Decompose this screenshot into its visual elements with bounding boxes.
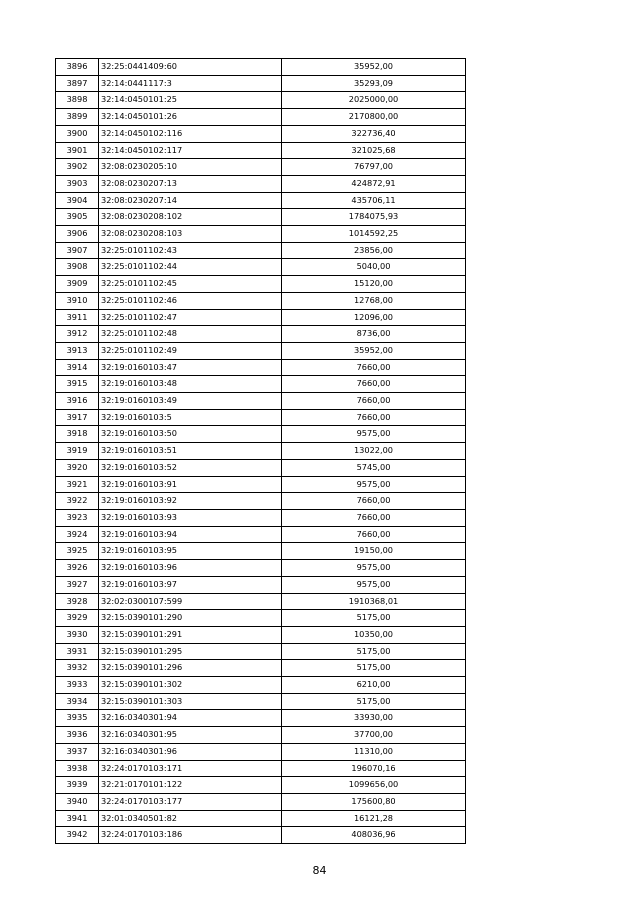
cadastral-number: 32:19:0160103:50 <box>99 426 282 443</box>
table-row <box>56 727 466 744</box>
cadastral-value: 5175,00 <box>282 660 466 677</box>
table-row <box>56 810 466 827</box>
cadastral-value: 7660,00 <box>282 393 466 410</box>
table-row <box>56 309 466 326</box>
cadastral-number: 32:19:0160103:93 <box>99 509 282 526</box>
cadastral-value: 7660,00 <box>282 376 466 393</box>
table-row <box>56 743 466 760</box>
row-number: 3912 <box>56 326 99 343</box>
cadastral-value: 196070,16 <box>282 760 466 777</box>
table-row <box>56 175 466 192</box>
row-number: 3939 <box>56 777 99 794</box>
row-number: 3910 <box>56 292 99 309</box>
table-row <box>56 125 466 142</box>
cadastral-number: 32:15:0390101:302 <box>99 677 282 694</box>
table-row <box>56 476 466 493</box>
cadastral-number: 32:21:0170101:122 <box>99 777 282 794</box>
cadastral-number: 32:25:0101102:43 <box>99 242 282 259</box>
cadastral-value: 8736,00 <box>282 326 466 343</box>
table-row <box>56 610 466 627</box>
cadastral-number: 32:15:0390101:296 <box>99 660 282 677</box>
cadastral-value: 1014592,25 <box>282 226 466 243</box>
cadastral-number: 32:16:0340301:95 <box>99 727 282 744</box>
cadastral-number: 32:02:0300107:599 <box>99 593 282 610</box>
table-row <box>56 626 466 643</box>
cadastral-number: 32:14:0450101:25 <box>99 92 282 109</box>
cadastral-value-table <box>55 58 466 844</box>
cadastral-number: 32:19:0160103:5 <box>99 409 282 426</box>
cadastral-value: 35293,09 <box>282 75 466 92</box>
table-row <box>56 793 466 810</box>
row-number: 3908 <box>56 259 99 276</box>
row-number: 3929 <box>56 610 99 627</box>
table-row <box>56 576 466 593</box>
row-number: 3905 <box>56 209 99 226</box>
cadastral-value: 9575,00 <box>282 576 466 593</box>
row-number: 3924 <box>56 526 99 543</box>
table-row <box>56 543 466 560</box>
table-row <box>56 560 466 577</box>
row-number: 3925 <box>56 543 99 560</box>
table-row <box>56 342 466 359</box>
table-row <box>56 393 466 410</box>
row-number: 3909 <box>56 276 99 293</box>
table-row <box>56 660 466 677</box>
cadastral-value: 7660,00 <box>282 509 466 526</box>
cadastral-value: 5175,00 <box>282 610 466 627</box>
row-number: 3935 <box>56 710 99 727</box>
table-row <box>56 259 466 276</box>
row-number: 3927 <box>56 576 99 593</box>
row-number: 3897 <box>56 75 99 92</box>
row-number: 3901 <box>56 142 99 159</box>
row-number: 3937 <box>56 743 99 760</box>
table-row <box>56 376 466 393</box>
cadastral-value: 9575,00 <box>282 476 466 493</box>
cadastral-number: 32:14:0441117:3 <box>99 75 282 92</box>
table-row <box>56 677 466 694</box>
cadastral-number: 32:25:0441409:60 <box>99 59 282 76</box>
row-number: 3933 <box>56 677 99 694</box>
cadastral-value: 175600,80 <box>282 793 466 810</box>
row-number: 3923 <box>56 509 99 526</box>
table-row <box>56 643 466 660</box>
table-row <box>56 509 466 526</box>
row-number: 3917 <box>56 409 99 426</box>
cadastral-number: 32:24:0170103:177 <box>99 793 282 810</box>
cadastral-number: 32:08:0230208:102 <box>99 209 282 226</box>
table-row <box>56 159 466 176</box>
cadastral-value: 2170800,00 <box>282 109 466 126</box>
table-row <box>56 292 466 309</box>
row-number: 3928 <box>56 593 99 610</box>
cadastral-value: 6210,00 <box>282 677 466 694</box>
row-number: 3941 <box>56 810 99 827</box>
table-row <box>56 75 466 92</box>
row-number: 3896 <box>56 59 99 76</box>
table-row <box>56 209 466 226</box>
row-number: 3907 <box>56 242 99 259</box>
cadastral-number: 32:14:0450101:26 <box>99 109 282 126</box>
table-row <box>56 827 466 844</box>
cadastral-value: 13022,00 <box>282 443 466 460</box>
row-number: 3899 <box>56 109 99 126</box>
cadastral-value: 1099656,00 <box>282 777 466 794</box>
cadastral-value: 11310,00 <box>282 743 466 760</box>
cadastral-value: 7660,00 <box>282 409 466 426</box>
table-row <box>56 710 466 727</box>
row-number: 3913 <box>56 342 99 359</box>
cadastral-number: 32:19:0160103:47 <box>99 359 282 376</box>
row-number: 3911 <box>56 309 99 326</box>
cadastral-value: 33930,00 <box>282 710 466 727</box>
table-row <box>56 59 466 76</box>
page-number: 84 <box>312 864 327 877</box>
row-number: 3898 <box>56 92 99 109</box>
row-number: 3919 <box>56 443 99 460</box>
cadastral-number: 32:19:0160103:97 <box>99 576 282 593</box>
row-number: 3904 <box>56 192 99 209</box>
cadastral-value: 435706,11 <box>282 192 466 209</box>
cadastral-number: 32:19:0160103:48 <box>99 376 282 393</box>
table-row <box>56 409 466 426</box>
row-number: 3932 <box>56 660 99 677</box>
cadastral-number: 32:19:0160103:91 <box>99 476 282 493</box>
cadastral-number: 32:08:0230207:14 <box>99 192 282 209</box>
table-row <box>56 526 466 543</box>
cadastral-number: 32:24:0170103:171 <box>99 760 282 777</box>
table-row <box>56 426 466 443</box>
cadastral-number: 32:08:0230205:10 <box>99 159 282 176</box>
cadastral-value: 1784075,93 <box>282 209 466 226</box>
table-row <box>56 92 466 109</box>
cadastral-number: 32:19:0160103:52 <box>99 459 282 476</box>
cadastral-value: 5745,00 <box>282 459 466 476</box>
table-row <box>56 109 466 126</box>
cadastral-value: 322736,40 <box>282 125 466 142</box>
cadastral-value: 37700,00 <box>282 727 466 744</box>
cadastral-value: 9575,00 <box>282 426 466 443</box>
cadastral-value: 2025000,00 <box>282 92 466 109</box>
cadastral-value: 7660,00 <box>282 493 466 510</box>
row-number: 3938 <box>56 760 99 777</box>
cadastral-number: 32:15:0390101:291 <box>99 626 282 643</box>
cadastral-number: 32:15:0390101:290 <box>99 610 282 627</box>
table-row <box>56 359 466 376</box>
cadastral-value: 5175,00 <box>282 643 466 660</box>
cadastral-value: 7660,00 <box>282 526 466 543</box>
cadastral-number: 32:19:0160103:92 <box>99 493 282 510</box>
row-number: 3906 <box>56 226 99 243</box>
row-number: 3921 <box>56 476 99 493</box>
row-number: 3934 <box>56 693 99 710</box>
cadastral-number: 32:15:0390101:303 <box>99 693 282 710</box>
row-number: 3902 <box>56 159 99 176</box>
cadastral-number: 32:14:0450102:117 <box>99 142 282 159</box>
row-number: 3903 <box>56 175 99 192</box>
cadastral-number: 32:08:0230207:13 <box>99 175 282 192</box>
row-number: 3915 <box>56 376 99 393</box>
cadastral-value: 19150,00 <box>282 543 466 560</box>
cadastral-value: 5040,00 <box>282 259 466 276</box>
cadastral-number: 32:25:0101102:47 <box>99 309 282 326</box>
cadastral-value: 12768,00 <box>282 292 466 309</box>
cadastral-value: 76797,00 <box>282 159 466 176</box>
cadastral-number: 32:16:0340301:94 <box>99 710 282 727</box>
row-number: 3936 <box>56 727 99 744</box>
cadastral-number: 32:16:0340301:96 <box>99 743 282 760</box>
cadastral-value: 424872,91 <box>282 175 466 192</box>
cadastral-value: 9575,00 <box>282 560 466 577</box>
cadastral-number: 32:01:0340501:82 <box>99 810 282 827</box>
table-row <box>56 777 466 794</box>
table-row <box>56 276 466 293</box>
row-number: 3940 <box>56 793 99 810</box>
table-row <box>56 226 466 243</box>
cadastral-value: 5175,00 <box>282 693 466 710</box>
row-number: 3918 <box>56 426 99 443</box>
table-row <box>56 593 466 610</box>
table-row <box>56 493 466 510</box>
table-row <box>56 142 466 159</box>
cadastral-value: 1910368,01 <box>282 593 466 610</box>
cadastral-number: 32:19:0160103:96 <box>99 560 282 577</box>
cadastral-number: 32:25:0101102:46 <box>99 292 282 309</box>
cadastral-value: 15120,00 <box>282 276 466 293</box>
row-number: 3942 <box>56 827 99 844</box>
row-number: 3916 <box>56 393 99 410</box>
cadastral-number: 32:19:0160103:94 <box>99 526 282 543</box>
cadastral-number: 32:19:0160103:49 <box>99 393 282 410</box>
cadastral-value: 35952,00 <box>282 342 466 359</box>
cadastral-number: 32:25:0101102:49 <box>99 342 282 359</box>
cadastral-value: 10350,00 <box>282 626 466 643</box>
table-row <box>56 242 466 259</box>
cadastral-value: 408036,96 <box>282 827 466 844</box>
cadastral-number: 32:19:0160103:51 <box>99 443 282 460</box>
row-number: 3900 <box>56 125 99 142</box>
table-row <box>56 326 466 343</box>
table-row <box>56 192 466 209</box>
row-number: 3922 <box>56 493 99 510</box>
cadastral-value: 16121,28 <box>282 810 466 827</box>
row-number: 3914 <box>56 359 99 376</box>
cadastral-number: 32:08:0230208:103 <box>99 226 282 243</box>
row-number: 3931 <box>56 643 99 660</box>
table-row <box>56 443 466 460</box>
cadastral-number: 32:15:0390101:295 <box>99 643 282 660</box>
cadastral-number: 32:24:0170103:186 <box>99 827 282 844</box>
row-number: 3926 <box>56 560 99 577</box>
cadastral-value: 321025,68 <box>282 142 466 159</box>
table-row <box>56 760 466 777</box>
cadastral-number: 32:19:0160103:95 <box>99 543 282 560</box>
cadastral-value: 12096,00 <box>282 309 466 326</box>
cadastral-number: 32:14:0450102:116 <box>99 125 282 142</box>
cadastral-value: 23856,00 <box>282 242 466 259</box>
cadastral-number: 32:25:0101102:48 <box>99 326 282 343</box>
table-row <box>56 459 466 476</box>
table-body <box>56 59 466 844</box>
table-row <box>56 693 466 710</box>
row-number: 3920 <box>56 459 99 476</box>
cadastral-number: 32:25:0101102:45 <box>99 276 282 293</box>
row-number: 3930 <box>56 626 99 643</box>
cadastral-value: 7660,00 <box>282 359 466 376</box>
cadastral-value: 35952,00 <box>282 59 466 76</box>
cadastral-number: 32:25:0101102:44 <box>99 259 282 276</box>
